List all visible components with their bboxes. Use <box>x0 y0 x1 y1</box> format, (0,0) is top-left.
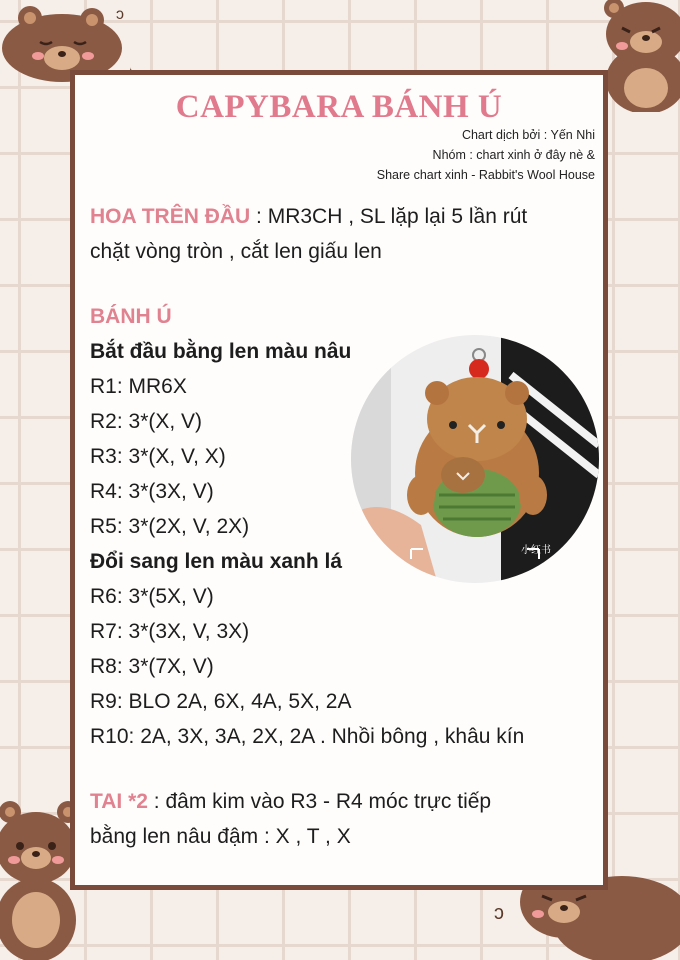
row-6: R6: 3*(5X, V) <box>90 585 214 608</box>
flower-text: : MR3CH , SL lặp lại 5 lần rút <box>250 205 528 228</box>
row-7: R7: 3*(3X, V, 3X) <box>90 620 250 643</box>
row-10: R10: 2A, 3X, 3A, 2X, 2A . Nhồi bông , khâu kín <box>90 725 525 748</box>
capybara-plush-image <box>351 335 599 583</box>
body-heading: BÁNH Ú <box>90 305 172 328</box>
flower-text-2: chặt vòng tròn , cắt len giấu len <box>90 240 382 263</box>
row-5: R5: 3*(2X, V, 2X) <box>90 515 250 538</box>
credits <box>377 125 595 185</box>
switch-note: Đổi sang len màu xanh lá <box>90 550 343 573</box>
bear-peeking-top-right-icon <box>598 0 680 112</box>
photo-watermark: 小红书 <box>521 545 551 556</box>
row-8: R8: 3*(7X, V) <box>90 655 214 678</box>
ears-section-line-1 <box>90 784 602 819</box>
row-2: R2: 3*(X, V) <box>90 410 203 433</box>
flower-section-line-1 <box>90 199 602 234</box>
credit-share: Share chart xinh - Rabbit's Wool House <box>376 168 595 182</box>
row-1: R1: MR6X <box>90 375 187 398</box>
row-9: R9: BLO 2A, 6X, 4A, 5X, 2A <box>90 690 352 713</box>
start-note: Bắt đầu bằng len màu nâu <box>90 340 352 363</box>
flower-heading: HOA TRÊN ĐẦU <box>90 205 251 228</box>
page-title: CAPYBARA BÁNH Ú <box>175 89 503 125</box>
capybara-photo <box>351 335 599 583</box>
row-4: R4: 3*(3X, V) <box>90 480 214 503</box>
ears-text-2: bằng len nâu đậm : X , T , X <box>90 825 351 848</box>
row-3: R3: 3*(X, V, X) <box>90 445 226 468</box>
sparkle-icon: ↄ <box>116 6 124 23</box>
sparkle-icon: ↄ <box>494 902 504 924</box>
ears-heading: TAI *2 <box>90 790 148 813</box>
credit-translator: Chart dịch bởi : Yến Nhi <box>461 128 595 142</box>
recipe-card <box>70 70 608 890</box>
ears-text: : đâm kim vào R3 - R4 móc trực tiếp <box>147 790 492 813</box>
credit-group: Nhóm : chart xinh ở đây nè & <box>432 148 595 162</box>
